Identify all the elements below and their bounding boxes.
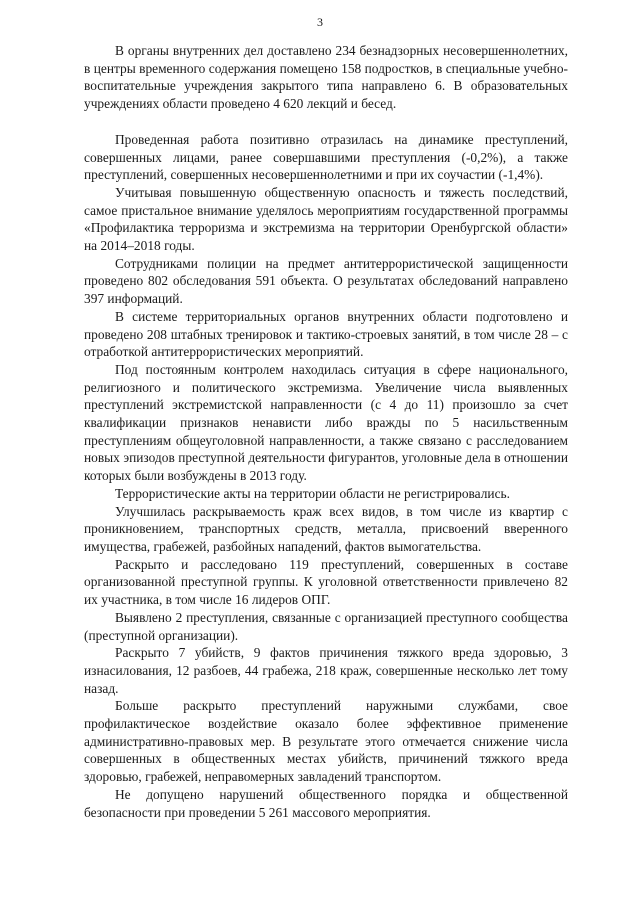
paragraph-no-terror-acts: Террористические акты на территории области не регистрировались. [115,485,510,501]
paragraph-extremism-control: Под постоянным контролем находилась ситуация в сфере национального, религиозного и политического экстремизма. Увеличение числа выявленных преступлений экстремистской направленности (с 4 до 11) произошло за счет квалификации признаков ненависти либо вражды по 5 насильственным преступлениям общеуголовной направленности, а также связано с расследованием новых эпизодов преступной деятельности фигурантов, уголовные дела в отношении которых были возбуждены в 2013 году. [84,361,568,484]
paragraph-anti-terror-inspections: Сотрудниками полиции на предмет антитеррористической защищенности проведено 802 обследования 591 объекта. О результатах обследований направлено 397 информаций. [84,255,568,307]
paragraph-past-crimes-solved: Раскрыто 7 убийств, 9 фактов причинения тяжкого вреда здоровью, 3 изнасилования, 12 разбоев, 44 грабежа, 218 краж, совершенные несколько лет тому назад. [84,645,568,696]
document-body [84,42,568,821]
paragraph-organized-groups: Раскрыто и расследовано 119 преступлений, совершенных в составе организованной преступной группы. К уголовной ответственности привлечено 82 их участника, в том числе 16 лидеров ОПГ. [84,556,568,608]
paragraph-criminal-community: Выявлено 2 преступления, связанные с организацией преступного сообщества (преступной организации). [84,609,568,643]
page-number: 3 [317,15,323,29]
paragraph-staff-trainings: В системе территориальных органов внутренних области подготовлено и проведено 208 штабных тренировок и тактико-строевых занятий, в том числе 28 – с отработкой антитеррористических мероприятий. [84,308,568,360]
paragraph-outdoor-services: Больше раскрыто преступлений наружными службами, свое профилактическое воздействие оказало более эффективное применение административно-правовых мер. В результате этого отмечается снижение числа совершенных в общественных местах убийств, причинений тяжкого вреда здоровью, грабежей, неправомерных завладений транспортом. [84,698,568,785]
paragraph-juvenile-delivery: В органы внутренних дел доставлено 234 безнадзорных несовершеннолетних, в центры временного содержания помещено 158 подростков, в специальные учебно-воспитательные учреждения закрытого типа направлено 6. В образовательных учреждениях области проведено 4 620 лекций и бесед. [84,43,568,112]
paragraph-public-order: Не допущено нарушений общественного порядка и общественной безопасности при проведении 5 261 массового мероприятия. [84,786,568,820]
paragraph-terrorism-program: Учитывая повышенную общественную опасность и тяжесть последствий, самое пристальное внимание уделялось мероприятиям государственной программы «Профилактика терроризма и экстремизма на территории Оренбургской области» на 2014–2018 годы. [84,184,568,254]
paragraph-crime-dynamics: Проведенная работа позитивно отразилась на динамике преступлений, совершенных лицами, ранее совершавшими преступления (-0,2%), а также преступлений, совершенных несовершеннолетними и при их соучастии (-1,4%). [84,131,568,183]
paragraph-theft-clearance: Улучшилась раскрываемость краж всех видов, в том числе из квартир с проникновением, транспортных средств, металла, присвоений вверенного имущества, грабежей, разбойных нападений, фактов вымогательства. [84,503,568,554]
